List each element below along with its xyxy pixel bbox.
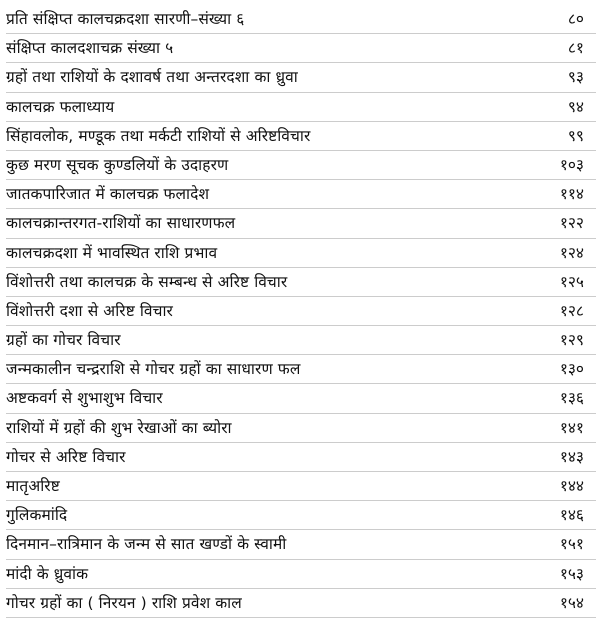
toc-row (6, 63, 596, 92)
toc-entry-page: ८१ (567, 39, 584, 58)
toc-entry-page: १२५ (559, 272, 584, 291)
toc-row (6, 560, 596, 589)
toc-entry-page: १२८ (559, 301, 584, 320)
toc-row (6, 5, 596, 34)
toc-row (6, 297, 596, 326)
toc-entry-title: दिनमान–रात्रिमान के जन्म से सात खण्डों के स्वामी (6, 535, 287, 554)
toc-entry-title: मातृअरिष्ट (6, 477, 60, 495)
toc-entry-page: १४६ (559, 506, 584, 525)
toc-entry-page: १४४ (559, 477, 584, 495)
toc-entry-title: मांदी के ध्रुवांक (6, 564, 89, 583)
toc-entry-title: राशियों में ग्रहों की शुभ रेखाओं का ब्योरा (6, 418, 232, 437)
toc-entry-page: १२९ (559, 331, 584, 350)
toc-row (6, 209, 596, 238)
toc-row (6, 384, 596, 413)
toc-entry-page: ९४ (567, 97, 584, 116)
toc-entry-title: गोचर ग्रहों का ( निरयन ) राशि प्रवेश काल (6, 593, 242, 612)
toc-entry-title: कालचक्रदशा में भावस्थित राशि प्रभाव (6, 243, 218, 262)
toc-entry-title: ग्रहों तथा राशियों के दशावर्ष तथा अन्तरदशा का ध्रुवा (6, 68, 298, 87)
toc-entry-title: विंशोत्तरी तथा कालचक्र के सम्बन्ध से अरिष्ट विचार (6, 272, 288, 291)
toc-row (6, 268, 596, 297)
toc-entry-title: अष्टकवर्ग से शुभाशुभ विचार (6, 389, 163, 408)
toc-entry-title: कालचक्र फलाध्याय (6, 97, 115, 116)
toc-entry-title: कालचक्रान्तरगत-राशियों का साधारणफल (6, 214, 236, 233)
toc-entry-title: सिंहावलोक, मण्डूक तथा मर्कटी राशियों से अरिष्टविचार (6, 126, 311, 145)
toc-entry-page: १४१ (559, 418, 584, 437)
toc-entry-page: ८० (567, 10, 584, 28)
toc-entry-page: १३० (559, 360, 584, 379)
toc-row (6, 472, 596, 501)
toc-row (6, 443, 596, 472)
toc-entry-page: १५१ (559, 535, 584, 554)
toc-entry-page: ११४ (559, 185, 584, 204)
toc-entry-page: ९३ (567, 68, 584, 87)
toc-row (6, 414, 596, 443)
toc-row (6, 589, 596, 618)
toc-entry-title: विंशोत्तरी दशा से अरिष्ट विचार (6, 301, 173, 320)
toc-row (6, 122, 596, 151)
toc-row (6, 530, 596, 559)
toc-entry-title: कुछ मरण सूचक कुण्डलियों के उदाहरण (6, 155, 229, 174)
toc-entry-page: १५४ (559, 593, 584, 612)
toc-row (6, 501, 596, 530)
toc-row (6, 151, 596, 180)
toc-entry-title: संक्षिप्त कालदशाचक्र संख्या ५ (6, 39, 174, 58)
toc-entry-title: ग्रहों का गोचर विचार (6, 331, 121, 350)
toc-row (6, 239, 596, 268)
toc-entry-page: ९९ (567, 126, 584, 145)
toc-entry-title: जन्मकालीन चन्द्रराशि से गोचर ग्रहों का साधारण फल (6, 360, 301, 379)
toc-row (6, 180, 596, 209)
toc-row (6, 355, 596, 384)
toc-entry-page: १३६ (559, 389, 584, 408)
toc-row (6, 93, 596, 122)
toc-entry-page: १५३ (559, 564, 584, 583)
toc-entry-page: १२२ (559, 214, 584, 233)
toc-entry-title: गुलिकमांदि (6, 506, 68, 525)
toc-entry-page: १२४ (559, 243, 584, 262)
toc-entry-title: जातकपारिजात में कालचक्र फलादेश (6, 185, 210, 204)
toc-row (6, 326, 596, 355)
toc-entry-page: १४३ (559, 447, 584, 466)
toc-row (6, 34, 596, 63)
toc-entry-page: १०३ (559, 155, 584, 174)
toc-entry-title: प्रति संक्षिप्त कालचक्रदशा सारणी–संख्या ६ (6, 10, 245, 28)
toc-entry-title: गोचर से अरिष्ट विचार (6, 447, 126, 466)
